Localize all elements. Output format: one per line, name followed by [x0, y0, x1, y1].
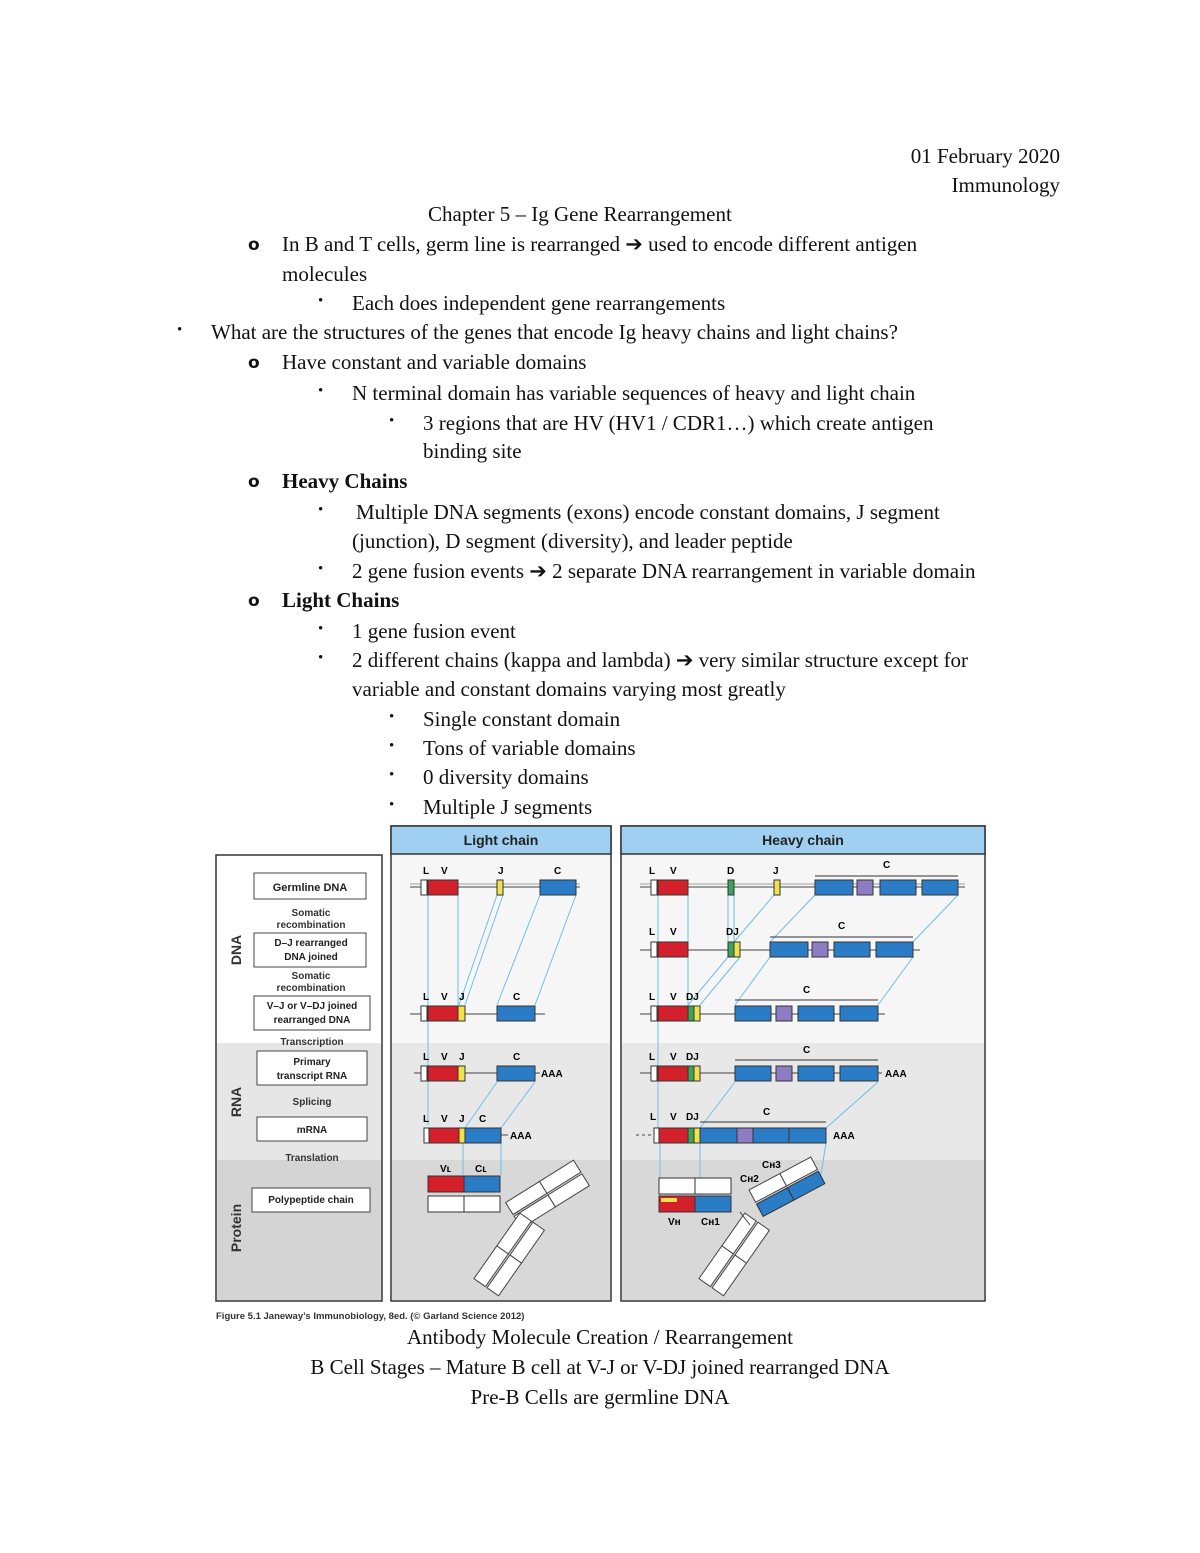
heavy-chain-panel: [621, 826, 985, 1301]
note-line: (junction), D segment (diversity), and leader peptide: [352, 529, 793, 553]
seg-label: V: [670, 1112, 677, 1123]
seg-label: D: [727, 866, 735, 877]
stage-mrna: mRNA: [296, 1125, 328, 1136]
footer-line: Antibody Molecule Creation / Rearrangement: [406, 1325, 794, 1349]
note-line: Multiple J segments: [423, 795, 593, 819]
seg-label: V: [670, 866, 677, 877]
light-chain-panel: [391, 826, 611, 1301]
note-line: binding site: [423, 439, 522, 463]
section-label-rna: RNA: [228, 1086, 244, 1118]
circle-bullet-icon: o: [248, 353, 260, 373]
stage-vj: V–J or V–DJ joined: [266, 1001, 358, 1012]
polya-label: AAA: [833, 1131, 855, 1142]
stage-step: Somatic: [291, 971, 331, 982]
seg-label: V: [670, 1052, 677, 1063]
section-label-dna: DNA: [228, 934, 244, 966]
heavy-chains-heading: Heavy Chains: [282, 469, 408, 493]
polya-label: AAA: [541, 1069, 563, 1080]
note-line: 1 gene fusion event: [352, 619, 516, 643]
stage-step: Translation: [285, 1153, 339, 1164]
heavy-germline-j-segment: [774, 880, 780, 895]
circle-bullet-icon: o: [248, 235, 260, 255]
note-line: Tons of variable domains: [423, 736, 636, 760]
seg-label: DJ: [686, 1052, 699, 1063]
polya-label: AAA: [885, 1069, 907, 1080]
seg-label: Cʜ3: [762, 1160, 781, 1171]
stage-primary: Primary: [293, 1057, 331, 1068]
seg-label: DJ: [726, 927, 739, 938]
seg-label: Cʜ2: [740, 1174, 759, 1185]
seg-label: L: [423, 992, 430, 1003]
note-line: molecules: [282, 262, 368, 286]
seg-label: C: [883, 860, 891, 871]
seg-label: DJ: [686, 992, 699, 1003]
light-vj-j-segment: [458, 1006, 465, 1021]
seg-label: V: [670, 927, 677, 938]
stage-step: recombination: [276, 983, 346, 994]
stage-dj: D–J rearranged: [274, 938, 348, 949]
seg-label: J: [498, 866, 504, 877]
heavy-protein-ch1: [695, 1196, 731, 1212]
circle-bullet-icon: o: [248, 591, 260, 611]
dot-bullet-icon: •: [318, 383, 324, 399]
seg-label: Vʜ: [668, 1217, 681, 1228]
light-germline-j-segment: [497, 880, 503, 895]
circle-bullet-icon: o: [248, 472, 260, 492]
note-line: Have constant and variable domains: [282, 350, 587, 374]
dot-bullet-icon: •: [177, 322, 183, 338]
seg-label: DJ: [686, 1112, 699, 1123]
dot-bullet-icon: •: [389, 413, 395, 429]
light-vj-v-segment: [428, 1006, 458, 1021]
seg-label: L: [649, 1052, 656, 1063]
seg-label: C: [838, 921, 846, 932]
stage-dj: DNA joined: [284, 952, 338, 963]
seg-label: Cʜ1: [701, 1217, 720, 1228]
dot-bullet-icon: •: [318, 621, 324, 637]
note-line: What are the structures of the genes that encode Ig heavy chains and light chains?: [211, 320, 898, 344]
dot-bullet-icon: •: [318, 293, 324, 309]
stage-step: Transcription: [280, 1037, 344, 1048]
seg-label: Vʟ: [440, 1164, 452, 1175]
dot-bullet-icon: •: [389, 709, 395, 725]
dot-bullet-icon: •: [318, 561, 324, 577]
dot-bullet-icon: •: [389, 738, 395, 754]
heavy-germline-v-segment: [658, 880, 688, 895]
light-vj-c-segment: [497, 1006, 535, 1021]
seg-label: J: [459, 992, 465, 1003]
polya-label: AAA: [510, 1131, 532, 1142]
seg-label: L: [649, 992, 656, 1003]
seg-label: L: [423, 1114, 430, 1125]
note-line: variable and constant domains varying most greatly: [352, 677, 786, 701]
note-line: Multiple DNA segments (exons) encode constant domains, J segment: [356, 500, 940, 524]
seg-label: V: [441, 866, 448, 877]
stage-step: recombination: [276, 920, 346, 931]
seg-label: L: [649, 866, 656, 877]
dot-bullet-icon: •: [318, 650, 324, 666]
seg-label: C: [479, 1114, 487, 1125]
light-protein-vl: [428, 1176, 464, 1192]
note-line: 0 diversity domains: [423, 765, 589, 789]
figure-caption: Figure 5.1 Janeway’s Immunobiology, 8ed. (© Garland Science 2012): [216, 1311, 525, 1322]
seg-label: V: [441, 1114, 448, 1125]
light-germline-c-segment: [540, 880, 576, 895]
heavy-germline-d-segment: [728, 880, 734, 895]
seg-label: L: [649, 927, 656, 938]
footer-line: Pre-B Cells are germline DNA: [470, 1385, 730, 1409]
note-line: 2 different chains (kappa and lambda) ➔ very similar structure except for: [352, 648, 969, 672]
seg-label: L: [423, 1052, 430, 1063]
light-chain-title: Light chain: [463, 832, 539, 848]
dot-bullet-icon: •: [318, 502, 324, 518]
stage-step: Splicing: [292, 1097, 332, 1108]
footer-line: B Cell Stages – Mature B cell at V-J or V-DJ joined rearranged DNA: [310, 1355, 890, 1379]
seg-label: V: [441, 992, 448, 1003]
note-line: Single constant domain: [423, 707, 621, 731]
heavy-chain-title: Heavy chain: [762, 832, 844, 848]
seg-label: J: [773, 866, 779, 877]
light-chains-heading: Light Chains: [282, 588, 400, 612]
stage-step: Somatic: [291, 908, 331, 919]
seg-label: Cʟ: [475, 1164, 487, 1175]
seg-label: J: [459, 1114, 465, 1125]
stage-primary: transcript RNA: [276, 1071, 348, 1082]
seg-label: L: [423, 866, 430, 877]
seg-label: C: [803, 985, 811, 996]
note-line: Each does independent gene rearrangements: [352, 291, 726, 315]
note-line: N terminal domain has variable sequences of heavy and light chain: [352, 381, 916, 405]
page-title: Chapter 5 – Ig Gene Rearrangement: [428, 202, 732, 226]
seg-label: L: [650, 1112, 657, 1123]
stage-germline: Germline DNA: [272, 882, 348, 894]
seg-label: C: [513, 992, 521, 1003]
note-line: 2 gene fusion events ➔ 2 separate DNA rearrangement in variable domain: [352, 559, 976, 583]
seg-label: C: [763, 1107, 771, 1118]
section-label-protein: Protein: [228, 1203, 244, 1253]
light-germline-v-segment: [428, 880, 458, 895]
seg-label: V: [670, 992, 677, 1003]
dot-bullet-icon: •: [389, 797, 395, 813]
seg-label: V: [441, 1052, 448, 1063]
note-line: 3 regions that are HV (HV1 / CDR1…) which create antigen: [423, 411, 934, 435]
header-date: 01 February 2020: [910, 144, 1060, 168]
seg-label: J: [459, 1052, 465, 1063]
seg-label: C: [513, 1052, 521, 1063]
stage-vj: rearranged DNA: [273, 1015, 351, 1026]
seg-label: C: [554, 866, 562, 877]
note-line: In B and T cells, germ line is rearranged ➔ used to encode different antigen: [282, 232, 918, 256]
seg-label: C: [803, 1045, 811, 1056]
header-subject: Immunology: [951, 173, 1060, 197]
light-protein-cl: [464, 1176, 500, 1192]
dot-bullet-icon: •: [389, 767, 395, 783]
stage-polypeptide: Polypeptide chain: [268, 1195, 354, 1206]
